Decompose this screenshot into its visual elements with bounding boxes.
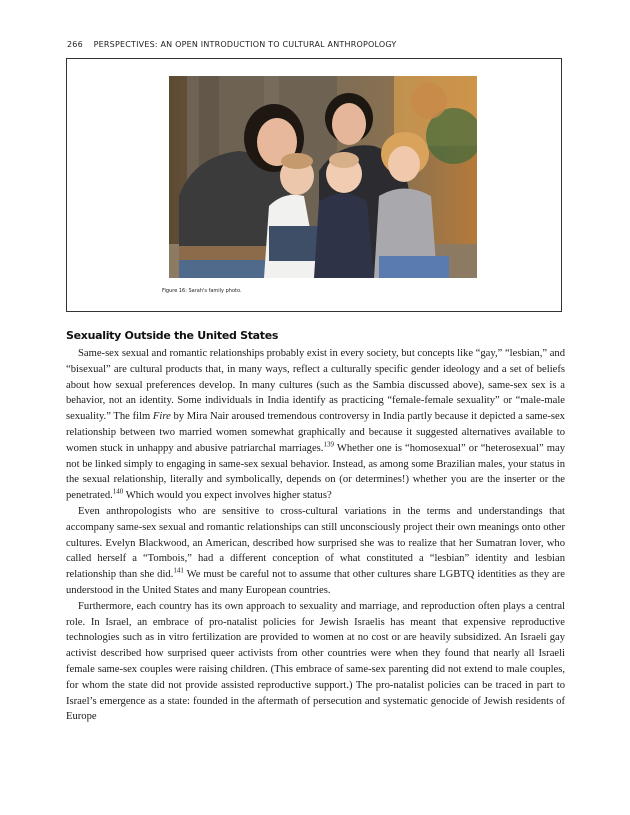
figure-frame (66, 58, 562, 312)
family-photo (169, 76, 477, 278)
film-title: Fire (152, 411, 171, 423)
paragraph-1-text-b: by Mira Nair aroused tremendous controversy in India partly because it depicted a same-sex relationship between two married women somewhat graphically and because it suggested alternatives available to women stuck in unhappy and abusive patriarchal marriages. (66, 411, 565, 454)
footnote-ref-141: 141 (173, 566, 184, 575)
body-text (66, 346, 565, 725)
paragraph-2-text-a: Even anthropologists who are sensitive to cross-cultural variations in the terms and understandings that accompany same-sex sexual and romantic relationships can still unconsciously project their own meanings onto other cultures. Evelyn Blackwood, an American, described how surprised she was to realize that her Sumatran lover, who called herself a “Tombois,” had a different conception of what constituted a “lesbian” identity and lesbian relationship than she did. (66, 505, 565, 581)
footnote-ref-139: 139 (323, 440, 334, 449)
page-number: 266 (67, 40, 83, 49)
family-photo-illustration (169, 76, 477, 278)
book-title: PERSPECTIVES: AN OPEN INTRODUCTION TO CULTURAL ANTHROPOLOGY (93, 40, 397, 49)
figure-caption: Figure 16: Sarah's family photo. (162, 288, 242, 294)
paragraph-2-text-b: We must be careful not to assume that other cultures share LGBTQ identities as they are understood in the United States and many European countries. (66, 569, 565, 596)
paragraph-1-text-d: Which would you expect involves higher status? (123, 490, 332, 502)
paragraph-1-text-c: Whether one is “homosexual” or “heterosexual” may not be linked simply to engaging in same-sex sexual behavior. Instead, as among some Brazilian males, your status in the sexual relationship, literally and symbolically, depends on (or determines!) whether you are the inserter or the penetrated. (66, 442, 566, 502)
paragraph-3 (66, 599, 565, 725)
paragraph-1-text-a: Same-sex sexual and romantic relationships probably exist in every society, but concepts like “gay,” “lesbian,” and “bisexual” are cultural products that, in many ways, reflect a culturally specific gender ideology and a set of beliefs about how sexual preferences develop. In many cultures (such as the Sambia discussed above), same-sex sex is a behavior, not an identity. Some individuals in India identify as practicing “female-female sexuality” or “male-male sexuality.” The film (66, 348, 565, 423)
section-heading: Sexuality Outside the United States (66, 329, 279, 342)
paragraph-2 (66, 504, 565, 599)
paragraph-3-text-a: Furthermore, each country has its own approach to sexuality and marriage, and reproduction often plays a central role. In Israel, an embrace of pro-natalist policies for Jewish Israelis has meant that expensive reproductive technologies such as in vitro fertilization are provided to women at no cost or are heavily subsidized. An Israeli gay activist described how surprised queer activists from other countries were when they found that nearly all Israeli female same-sex couples were raising children. (This embrace of same-sex parenting did not extend to male couples, for whom the state did not provide assisted reproductive support.) The pro-natalist policies can be traced in part to Israel’s emergence as a state: founded in the aftermath of persecution and systematic genocide of Jewish residents of Europe (66, 600, 565, 723)
footnote-ref-140: 140 (112, 487, 124, 496)
paragraph-1 (66, 346, 565, 504)
running-head (67, 40, 396, 49)
